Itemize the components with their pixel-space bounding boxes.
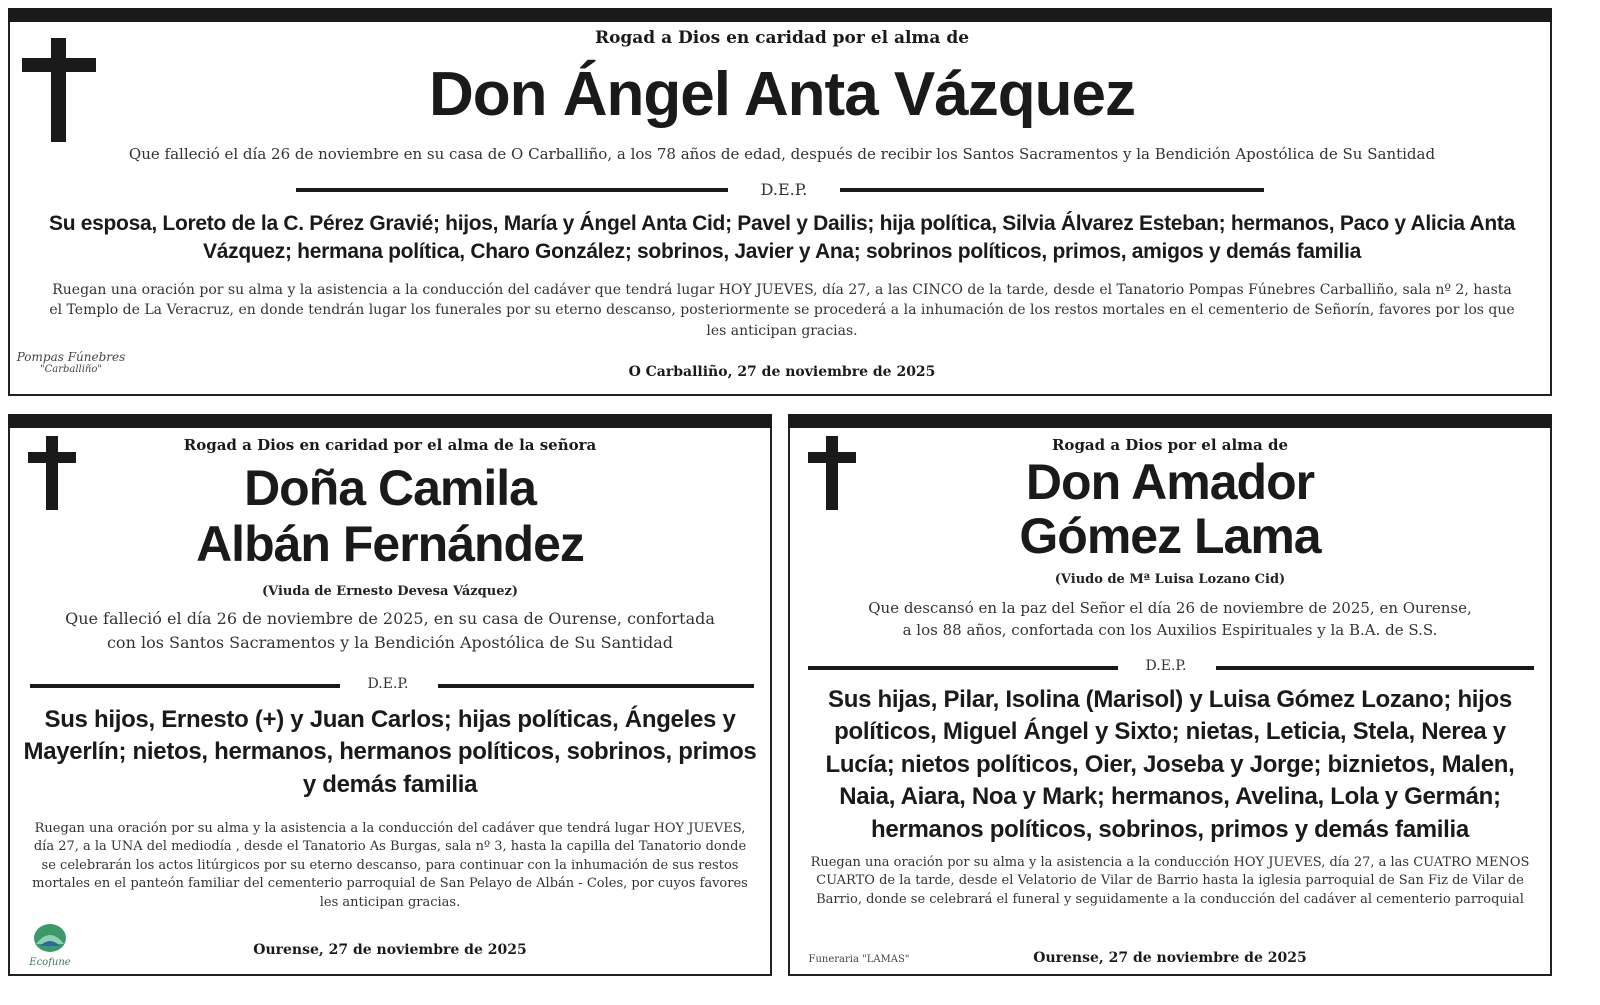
notice-top-bar [8,8,1552,22]
place-date: Ourense, 27 de noviembre de 2025 [1033,950,1307,966]
divider-right [438,684,754,688]
divider-right [840,188,1264,192]
divider-left [808,666,1118,670]
deceased-name-line-1: Don Amador [1025,454,1315,510]
deceased-name-line-2: Albán Fernández [196,516,584,572]
obituary-notice-2 [8,414,772,976]
place-date: O Carballiño, 27 de noviembre de 2025 [628,364,936,380]
deceased-name: Don Ángel Anta Vázquez [429,60,1135,129]
divider-right [1216,666,1534,670]
funeral-home-logo [18,920,82,968]
ceremony-details: Ruegan una oración por su alma y la asistencia a la conducción del cadáver que tendrá lugar HOY JUEVES, día 27, a las CINCO de la tarde, desde el Tanatorio Pompas Fúnebres Carballiño, sala nº 2, hasta el Templo de La Veracruz, en donde tendrán lugar los funerales por su eterno descanso, posteriormente se procederá a la inhumación de los restos mortales en el cementerio de Señorín, favores por los que les anticipan gracias. [49,282,1515,339]
funeral-home-logo [16,350,126,375]
death-details-line-1: Que falleció el día 26 de noviembre de 2025, en su casa de Ourense, confortada [65,609,715,628]
family-list: Su esposa, Loreto de la C. Pérez Gravié; hijos, María y Ángel Anta Cid; Pavel y Dailis; hija política, Silvia Álvarez Esteban; hermanos, Paco y Alicia Anta Vázquez; hermana política, Charo González; sobrinos, Javier y Ana; sobrinos políticos, primos, amigos y demás familia [49,212,1515,263]
obituary-notice-1 [8,8,1552,396]
deceased-name-line-1: Doña Camila [244,460,536,516]
logo-line-1: Pompas Fúnebres [16,350,126,364]
funeral-home-logo: Funeraria "LAMAS" [808,954,910,965]
deceased-name-line-2: Gómez Lama [1019,508,1321,564]
family-list: Sus hijas, Pilar, Isolina (Marisol) y Luisa Gómez Lozano; hijos políticos, Miguel Ángel y Sixto; nietas, Leticia, Stela, Nerea y Lucía; nietos políticos, Oier, Joseba y Jorge; biznietos, Malen, Naia, Aiara, Noa y Mark; hermanos, Avelina, Lola y Germán; hermanos políticos, sobrinos, primos y demás familia [825,686,1515,843]
notice-top-bar [788,414,1552,428]
dep-label: D.E.P. [1145,658,1187,674]
family-list: Sus hijos, Ernesto (+) y Juan Carlos; hijas políticas, Ángeles y Mayerlín; nietos, hermanos, hermanos políticos, sobrinos, primos y demás familia [23,706,757,798]
ceremony-details: Ruegan una oración por su alma y la asistencia a la conducción del cadáver que tendrá lugar HOY JUEVES, día 27, a la UNA del mediodía , desde el Tanatorio As Burgas, sala nº 3, hasta la capilla del Tanatorio donde se celebrarán los actos litúrgicos por su eterno descanso, para continuar con la inhumación de sus restos mortales en el panteón familiar del cementerio parroquial de San Pelayo de Albán - Coles, por cuyos favores les anticipan gracias. [32,821,748,910]
dep-label: D.E.P. [367,676,409,692]
death-details-line-2: con los Santos Sacramentos y la Bendición Apostólica de Su Santidad [106,633,674,652]
death-details-line-2: a los 88 años, confortada con los Auxilios Espirituales y la B.A. de S.S. [902,621,1438,639]
dep-label: D.E.P. [760,180,808,199]
widow-note: (Viuda de Ernesto Devesa Vázquez) [261,584,518,599]
death-details-line-1: Que descansó en la paz del Señor el día 26 de noviembre de 2025, en Ourense, [868,599,1472,617]
pray-line: Rogad a Dios por el alma de [1051,436,1289,454]
divider-left [30,684,340,688]
notice-top-bar [8,414,772,428]
ecofune-logo-icon [28,920,72,954]
divider-left [296,188,728,192]
widower-note: (Viudo de Mª Luisa Lozano Cid) [1054,572,1286,587]
logo-text: Ecofune [29,957,71,968]
ceremony-details: Ruegan una oración por su alma y la asistencia a la conducción HOY JUEVES, día 27, a las CUATRO MENOS CUARTO de la tarde, desde el Velatorio de Vilar de Barrio hasta la iglesia parroquial de San Fiz de Vilar de Barrio, donde se celebrará el funeral y seguidamente a la conducción del cadáver al cementerio parroquial [810,855,1530,907]
logo-line-2: "Carballiño" [39,364,102,375]
obituary-notice-3 [788,414,1552,976]
place-date: Ourense, 27 de noviembre de 2025 [253,942,527,958]
death-details: Que falleció el día 26 de noviembre en su casa de O Carballiño, a los 78 años de edad, después de recibir los Santos Sacramentos y la Bendición Apostólica de Su Santidad [128,145,1436,163]
pray-line: Rogad a Dios en caridad por el alma de [594,28,970,48]
pray-line: Rogad a Dios en caridad por el alma de la señora [183,436,597,454]
